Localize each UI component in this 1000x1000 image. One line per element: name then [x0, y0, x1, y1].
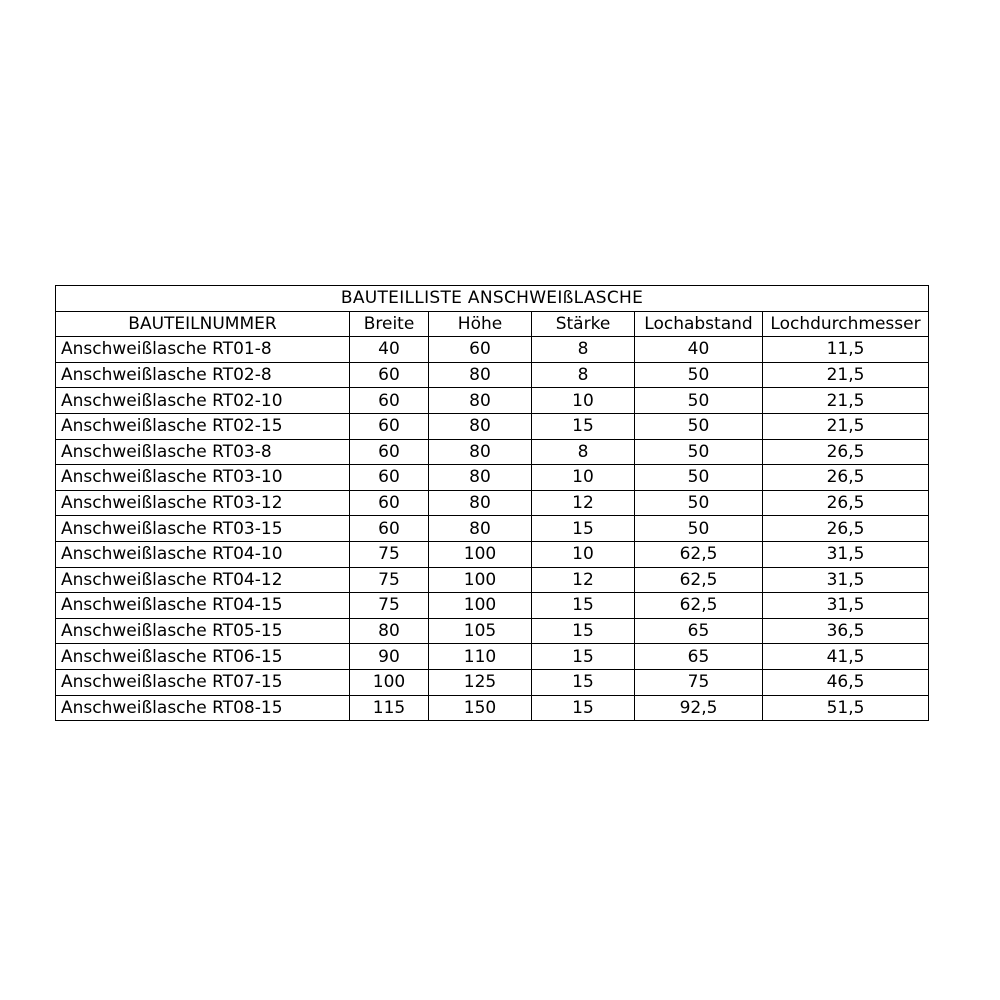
cell-height: 80	[429, 439, 532, 465]
cell-part-number: Anschweißlasche RT05-15	[56, 618, 350, 644]
cell-part-number: Anschweißlasche RT03-10	[56, 465, 350, 491]
cell-hole-diameter: 31,5	[763, 567, 929, 593]
table-row	[56, 413, 929, 439]
cell-thickness: 10	[532, 541, 635, 567]
cell-height: 125	[429, 669, 532, 695]
cell-width: 80	[350, 618, 429, 644]
cell-width: 60	[350, 388, 429, 414]
table-title-row	[56, 286, 929, 312]
table-row	[56, 644, 929, 670]
cell-part-number: Anschweißlasche RT02-10	[56, 388, 350, 414]
table-row	[56, 593, 929, 619]
table-body	[56, 337, 929, 721]
header-thickness: Stärke	[532, 311, 635, 337]
cell-hole-spacing: 75	[635, 669, 763, 695]
cell-hole-diameter: 46,5	[763, 669, 929, 695]
cell-width: 75	[350, 541, 429, 567]
cell-hole-diameter: 41,5	[763, 644, 929, 670]
cell-height: 80	[429, 465, 532, 491]
cell-height: 150	[429, 695, 532, 721]
cell-hole-diameter: 51,5	[763, 695, 929, 721]
cell-hole-spacing: 65	[635, 644, 763, 670]
cell-hole-diameter: 21,5	[763, 388, 929, 414]
cell-width: 60	[350, 465, 429, 491]
table-row	[56, 388, 929, 414]
table-row	[56, 490, 929, 516]
cell-thickness: 15	[532, 593, 635, 619]
cell-height: 80	[429, 516, 532, 542]
cell-width: 60	[350, 362, 429, 388]
cell-part-number: Anschweißlasche RT04-15	[56, 593, 350, 619]
table-row	[56, 695, 929, 721]
cell-part-number: Anschweißlasche RT04-10	[56, 541, 350, 567]
cell-part-number: Anschweißlasche RT07-15	[56, 669, 350, 695]
cell-thickness: 10	[532, 465, 635, 491]
cell-hole-diameter: 26,5	[763, 516, 929, 542]
cell-part-number: Anschweißlasche RT03-8	[56, 439, 350, 465]
cell-hole-spacing: 50	[635, 465, 763, 491]
header-hole-spacing: Lochabstand	[635, 311, 763, 337]
table-row	[56, 541, 929, 567]
cell-part-number: Anschweißlasche RT01-8	[56, 337, 350, 363]
cell-width: 90	[350, 644, 429, 670]
cell-thickness: 15	[532, 669, 635, 695]
cell-width: 60	[350, 413, 429, 439]
cell-hole-spacing: 92,5	[635, 695, 763, 721]
cell-height: 80	[429, 388, 532, 414]
table-header-row	[56, 311, 929, 337]
cell-hole-spacing: 62,5	[635, 541, 763, 567]
cell-hole-diameter: 21,5	[763, 362, 929, 388]
table-title: BAUTEILLISTE ANSCHWEIßLASCHE	[56, 286, 929, 312]
cell-part-number: Anschweißlasche RT03-15	[56, 516, 350, 542]
table-row	[56, 337, 929, 363]
header-width: Breite	[350, 311, 429, 337]
cell-hole-spacing: 62,5	[635, 567, 763, 593]
cell-width: 115	[350, 695, 429, 721]
cell-hole-diameter: 31,5	[763, 541, 929, 567]
cell-width: 100	[350, 669, 429, 695]
cell-hole-spacing: 50	[635, 388, 763, 414]
table-row	[56, 669, 929, 695]
cell-thickness: 15	[532, 413, 635, 439]
cell-thickness: 15	[532, 618, 635, 644]
cell-part-number: Anschweißlasche RT08-15	[56, 695, 350, 721]
cell-thickness: 15	[532, 516, 635, 542]
cell-hole-spacing: 50	[635, 362, 763, 388]
cell-height: 100	[429, 567, 532, 593]
cell-hole-spacing: 40	[635, 337, 763, 363]
cell-height: 100	[429, 593, 532, 619]
cell-hole-diameter: 31,5	[763, 593, 929, 619]
cell-part-number: Anschweißlasche RT02-8	[56, 362, 350, 388]
parts-list-table	[55, 285, 929, 721]
header-part-number: BAUTEILNUMMER	[56, 311, 350, 337]
table-row	[56, 516, 929, 542]
cell-hole-diameter: 21,5	[763, 413, 929, 439]
cell-thickness: 12	[532, 567, 635, 593]
cell-hole-spacing: 50	[635, 516, 763, 542]
cell-height: 80	[429, 413, 532, 439]
cell-thickness: 8	[532, 362, 635, 388]
cell-hole-diameter: 11,5	[763, 337, 929, 363]
cell-thickness: 12	[532, 490, 635, 516]
header-height: Höhe	[429, 311, 532, 337]
table-row	[56, 567, 929, 593]
cell-thickness: 15	[532, 644, 635, 670]
table-row	[56, 618, 929, 644]
cell-thickness: 15	[532, 695, 635, 721]
cell-hole-diameter: 36,5	[763, 618, 929, 644]
cell-part-number: Anschweißlasche RT03-12	[56, 490, 350, 516]
cell-hole-diameter: 26,5	[763, 439, 929, 465]
cell-width: 60	[350, 439, 429, 465]
cell-width: 75	[350, 567, 429, 593]
cell-height: 60	[429, 337, 532, 363]
cell-part-number: Anschweißlasche RT04-12	[56, 567, 350, 593]
cell-height: 105	[429, 618, 532, 644]
cell-part-number: Anschweißlasche RT02-15	[56, 413, 350, 439]
cell-width: 40	[350, 337, 429, 363]
cell-width: 75	[350, 593, 429, 619]
table-row	[56, 439, 929, 465]
cell-hole-diameter: 26,5	[763, 465, 929, 491]
cell-thickness: 8	[532, 337, 635, 363]
cell-height: 100	[429, 541, 532, 567]
cell-thickness: 10	[532, 388, 635, 414]
table-row	[56, 465, 929, 491]
cell-height: 80	[429, 490, 532, 516]
header-hole-diameter: Lochdurchmesser	[763, 311, 929, 337]
cell-height: 110	[429, 644, 532, 670]
cell-hole-diameter: 26,5	[763, 490, 929, 516]
cell-hole-spacing: 50	[635, 490, 763, 516]
cell-height: 80	[429, 362, 532, 388]
cell-width: 60	[350, 516, 429, 542]
table-row	[56, 362, 929, 388]
cell-hole-spacing: 50	[635, 439, 763, 465]
cell-hole-spacing: 62,5	[635, 593, 763, 619]
cell-part-number: Anschweißlasche RT06-15	[56, 644, 350, 670]
cell-hole-spacing: 65	[635, 618, 763, 644]
cell-width: 60	[350, 490, 429, 516]
cell-hole-spacing: 50	[635, 413, 763, 439]
cell-thickness: 8	[532, 439, 635, 465]
